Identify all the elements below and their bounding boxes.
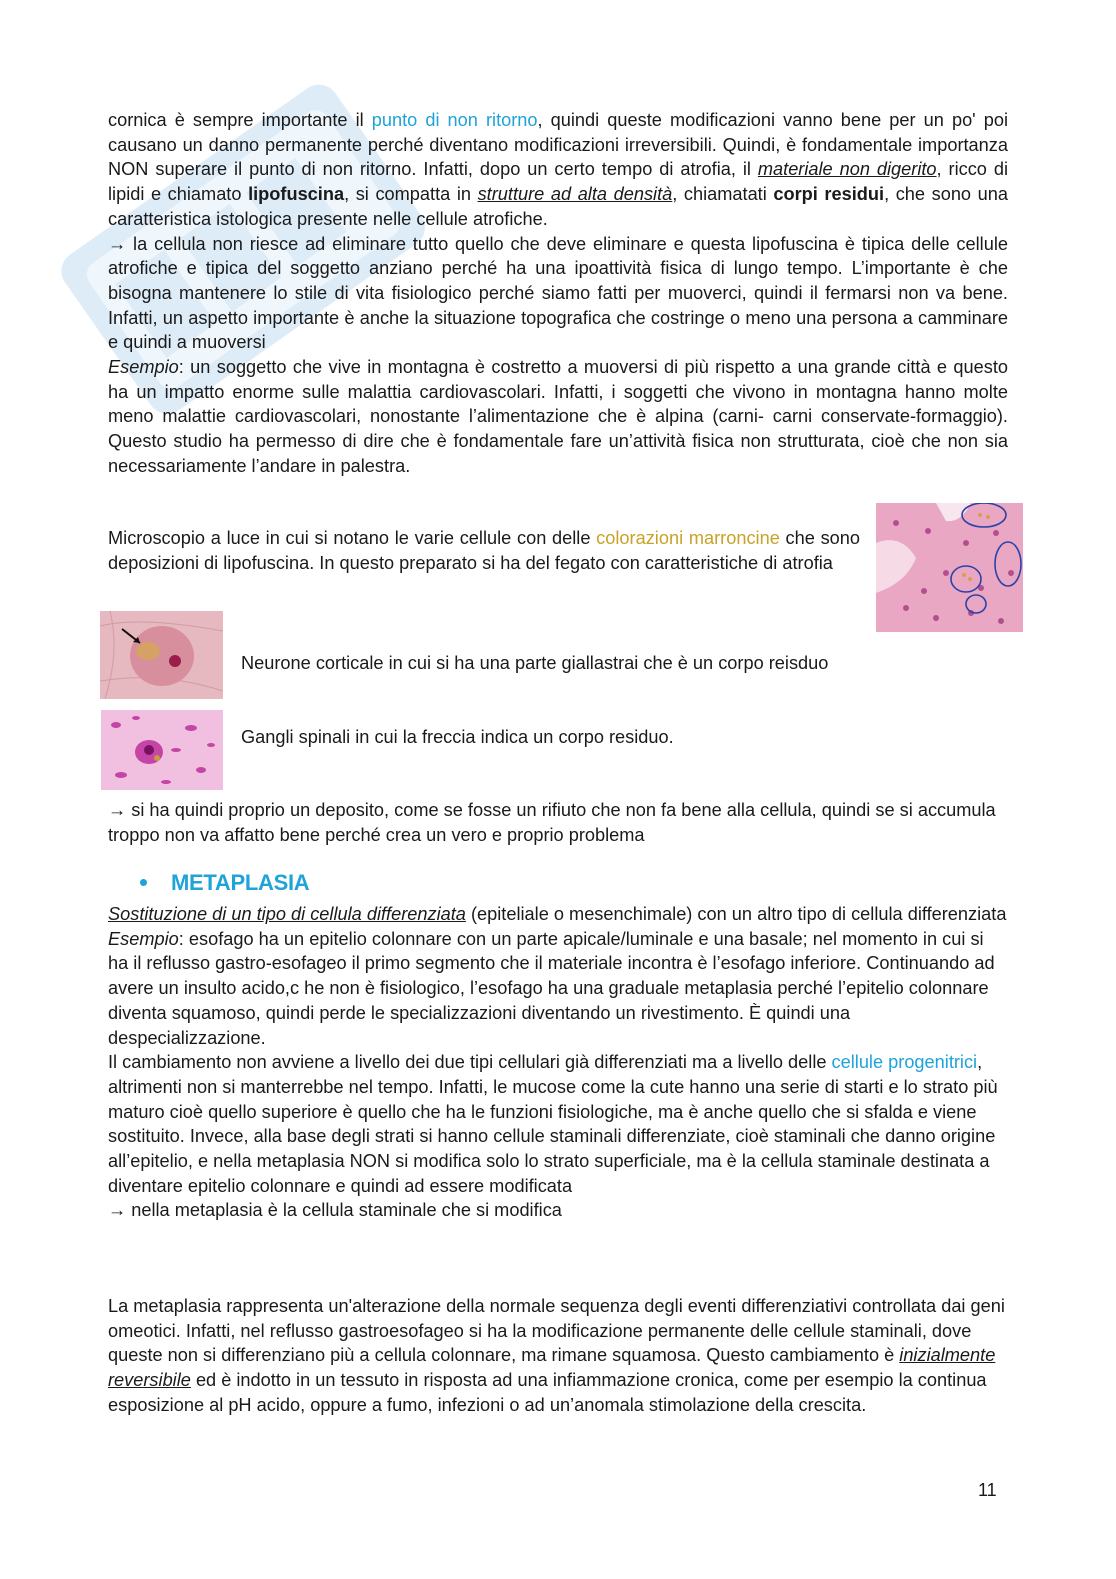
page-number: 11 (978, 1480, 997, 1500)
neuron-caption: Neurone corticale in cui si ha una parte giallastrai che è un corpo reisduo (241, 653, 829, 673)
ganglia-histology-image (101, 710, 223, 790)
atrophy-text-block (108, 108, 1008, 479)
paragraph-arrow-note: → la cellula non riesce ad eliminare tutto quello che deve eliminare e questa lipofuscina è tipica delle cellule atrofiche e tipica del soggetto anziano perché ha una ipoattività fisica di lungo tempo. L’importante è che bisogna mantenere lo stile di vita fisiologico perché siamo fatti per muoverci, quindi il fermarsi non va bene. Infatti, un aspetto importante è anche la situazione topografica che costringe o meno una persona a camminare e quindi a muoversi (108, 233, 1008, 353)
paragraph-example: Esempio: un soggetto che vive in montagna è costretto a muoversi di più rispetto a una grande città e questo ha un impatto enorme sulle malattia cardiovascolari. Infatti, i soggetti che vivono in montagna hanno molte meno malattie cardiovascolari, nonostante l’alimentazione che è alpina (carni- carni conservate-formaggio). Questo studio ha permesso di dire che è fondamentale fare un’attività fisica non strutturata, cioè che non sia necessariamente l’andare in palestra. (108, 357, 1008, 476)
neuron-histology-image (100, 611, 223, 699)
metaplasia-summary: La metaplasia rappresenta un'alterazione della normale sequenza degli eventi differenziativi controllata dai geni omeotici. Infatti, nel reflusso gastroesofageo si ha la modificazione permanente delle cellule staminali, dove queste non si differenziano più a cellula colonnare, ma rimane squamosa. Questo cambiamento è inizialmente reversibile ed è indotto in un tessuto in risposta ad una infiammazione cronica, come per esempio la continua esposizione al pH acido, oppure a fumo, infezioni o ad un’anomala stimolazione della crescita. (108, 1296, 1005, 1415)
highlight-point-of-no-return: punto di non ritorno (371, 110, 538, 130)
highlight-progenitor-cells: cellule progenitrici (831, 1052, 978, 1073)
deposit-note: → si ha quindi proprio un deposito, come se fosse un rifiuto che non fa bene alla cellula, quindi se si accumula troppo non va affatto bene perché crea un vero e proprio problema (108, 800, 996, 845)
metaplasia-definition: Sostituzione di un tipo di cellula differenziata (epiteliale o mesenchimale) con un altro tipo di cellula differenziata (108, 904, 1007, 924)
bullet-icon (140, 879, 147, 886)
microscope-text: Microscopio a luce in cui si notano le varie cellule con delle colorazioni marroncine che sono deposizioni di lipofuscina. In questo preparato si ha del fegato con caratteristiche di atrofia (108, 528, 861, 573)
paragraph-lipofuscin: cornica è sempre importante il punto di non ritorno, quindi queste modificazioni vanno bene per un po' poi causano un danno permanente perché diventano modificazioni irreversibili. Quindi, è fondamentale importanza NON superare il punto di non ritorno. Infatti, dopo un certo tempo di atrofia, il materiale non digerito, ricco di lipidi e chiamato lipofuscina, si compatta in strutture ad alta densità, chiamatati corpi residui, che sono una caratteristica istologica presente nelle cellule atrofiche. (108, 110, 1008, 229)
metaplasia-example: Esempio: esofago ha un epitelio colonnare con un parte apicale/luminale e una basale; nel momento in cui si ha il reflusso gastro-esofageo il primo segmento che il materiale incontra è l’esofago inferiore. Continuando ad avere un insulto acido,c he non è fisiologico, l’esofago ha una graduale metaplasia perché l’epitelio colonnare diventa squamoso, quindi perde le specializzazioni diventando un rivestimento. È quindi una despecializzazione. (108, 928, 995, 1048)
metaplasia-text-block (108, 902, 1008, 1223)
metaplasia-change: Il cambiamento non avviene a livello dei due tipi cellulari già differenziati ma a livello delle cellule progenitrici, altrimenti non si manterrebbe nel tempo. Infatti, le mucose come la cute hanno una serie di starti e lo strato più maturo cioè quello superiore è quello che ha le funzioni fisiologiche, ma è anche quello che si sfalda e viene sostituito. Invece, alla base degli strati si hanno cellule staminali differenziate, cioè staminali che danno origine all’epitelio, e nella metaplasia NON si modifica solo lo strato superficiale, ma è la cellula staminale destinata a diventare epitelio colonnare e quindi ad essere modificata (108, 1052, 998, 1196)
highlight-brown-stains: colorazioni marroncine (596, 528, 780, 548)
liver-histology-image (876, 503, 1023, 632)
metaplasia-arrow-note: → nella metaplasia è la cellula staminale che si modifica (108, 1200, 562, 1221)
ganglia-caption: Gangli spinali in cui la freccia indica un corpo residuo. (241, 727, 674, 747)
section-heading-metaplasia: METAPLASIA (140, 870, 309, 896)
